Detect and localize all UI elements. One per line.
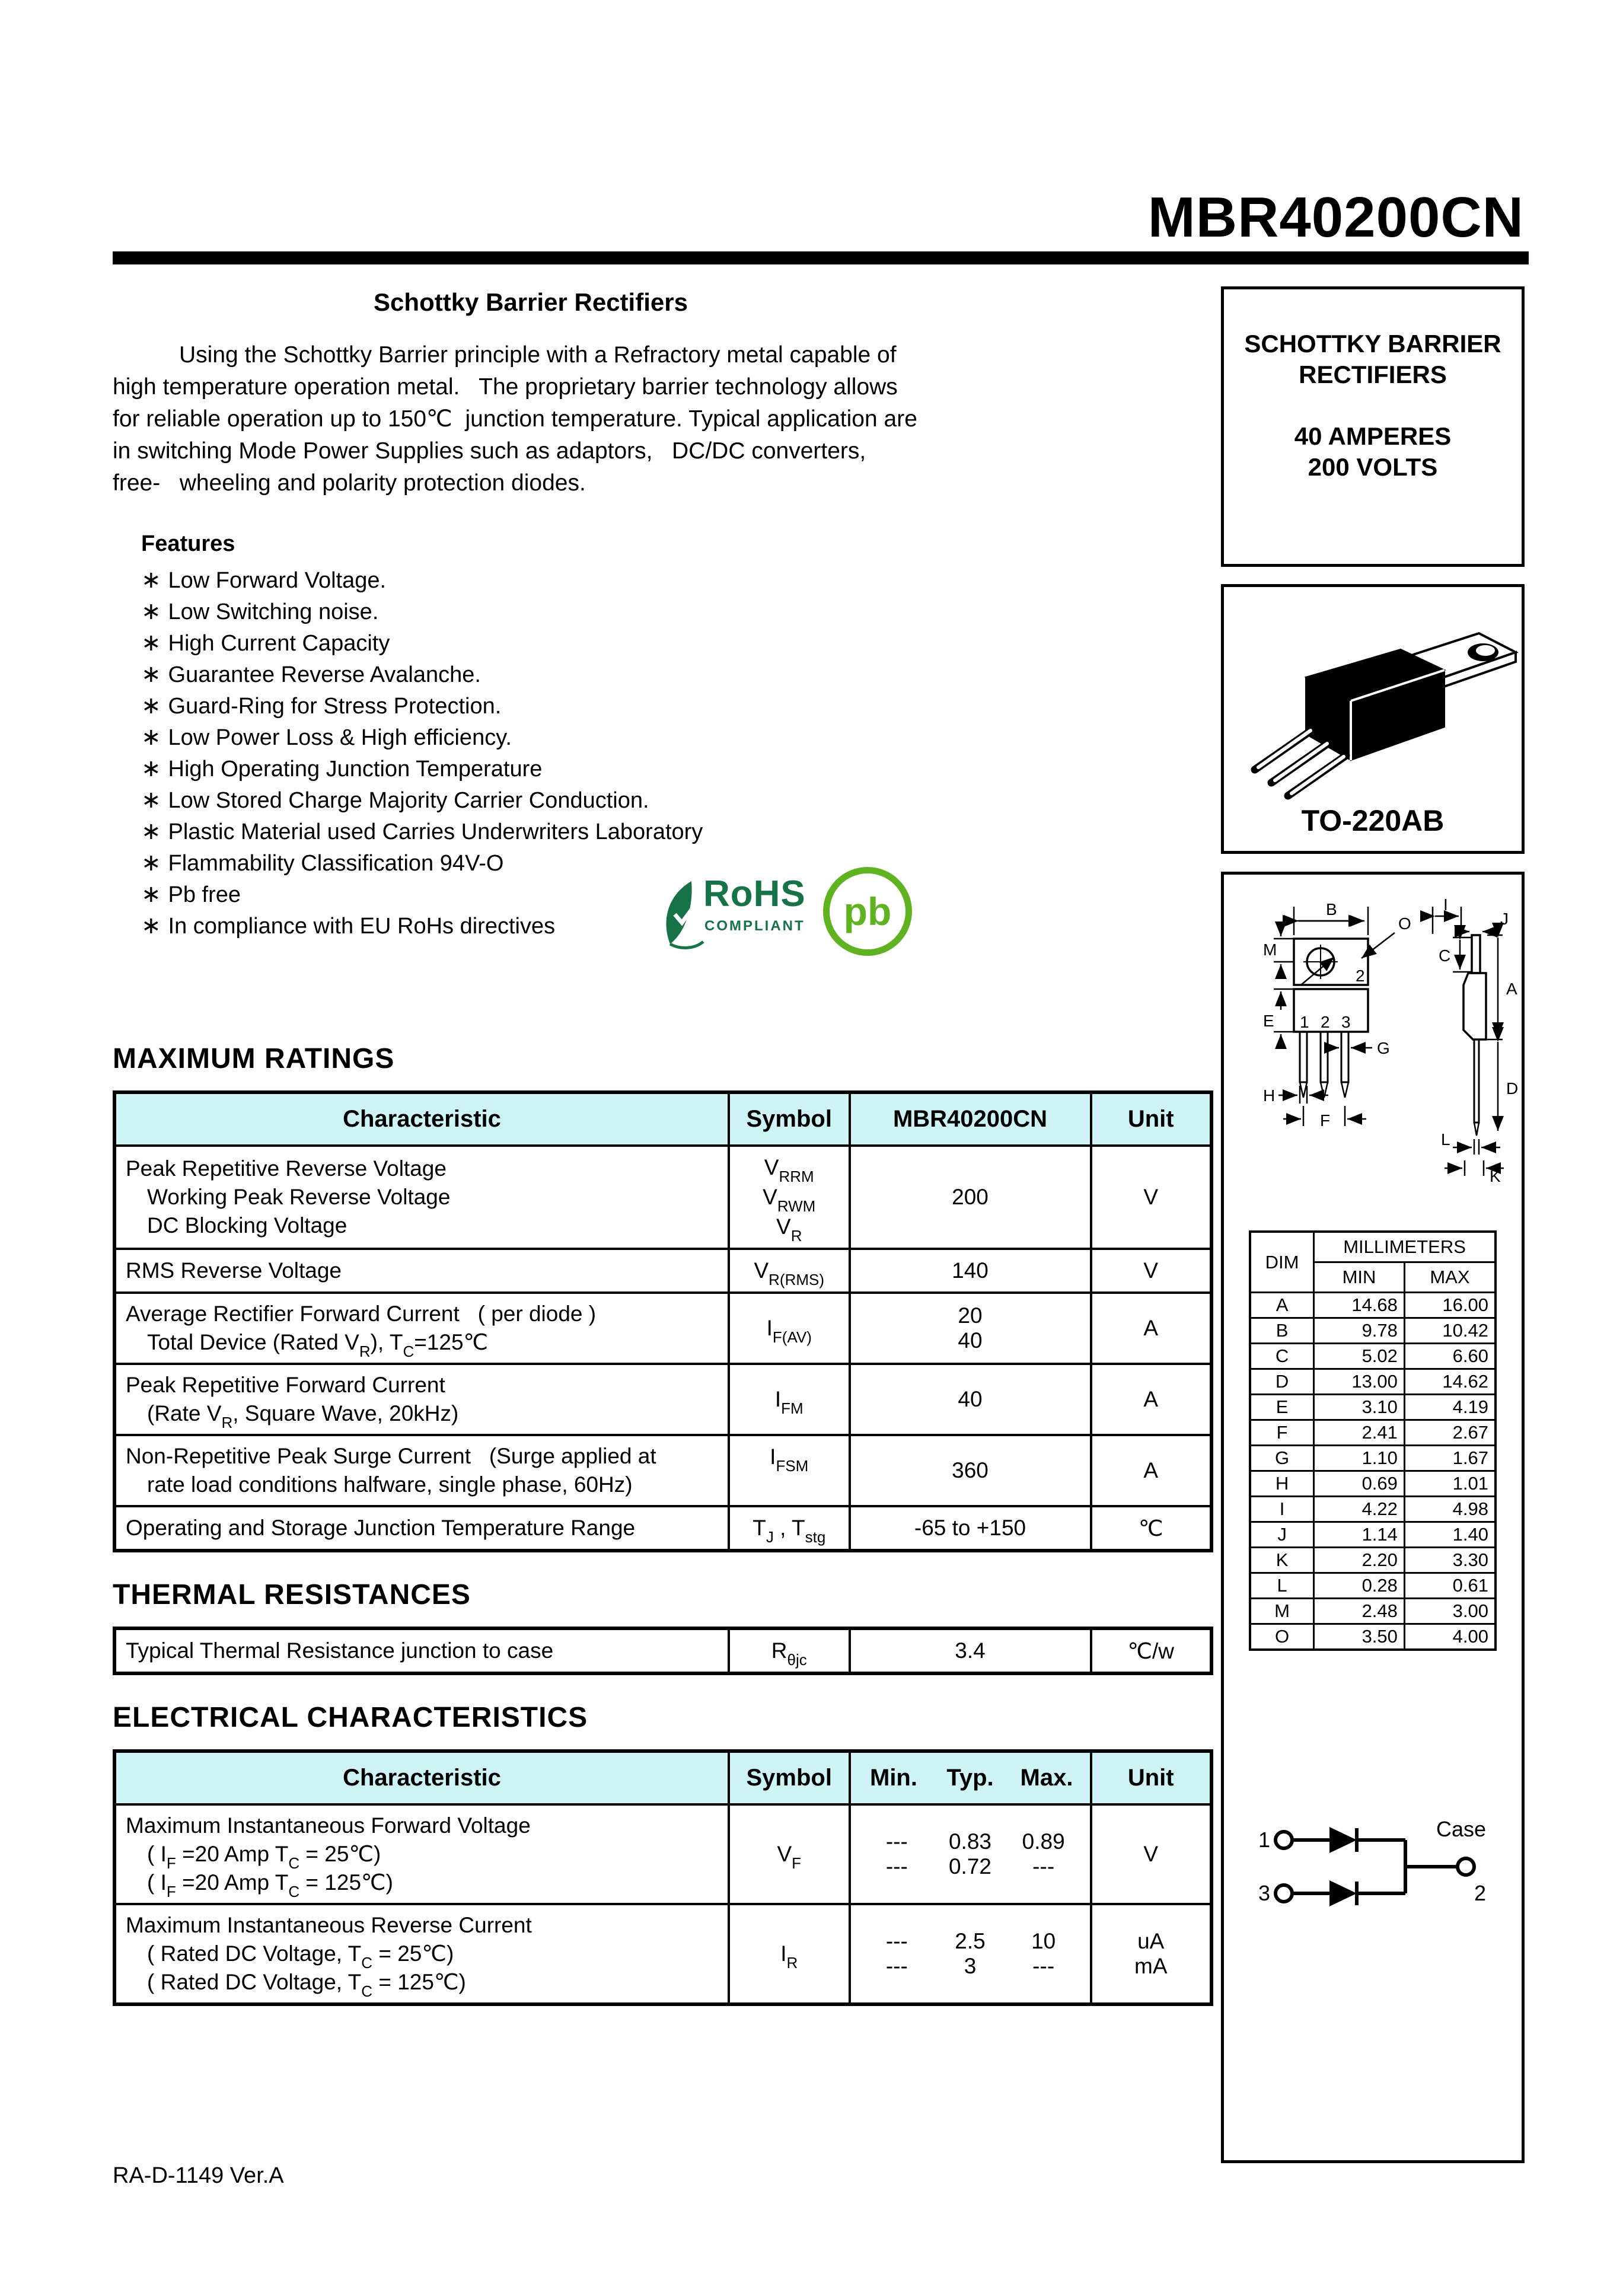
table-row	[114, 1364, 1211, 1435]
dim-label-K: K	[1490, 1167, 1501, 1185]
header-millimeters: MILLIMETERS	[1314, 1232, 1496, 1262]
dimension-table	[1249, 1230, 1497, 1651]
header-unit: Unit	[1091, 1092, 1212, 1146]
feature-text: Guard-Ring for Stress Protection.	[168, 694, 502, 719]
page-title: MBR40200CN	[1147, 186, 1524, 249]
specifications-column	[113, 1042, 1213, 2032]
dim-max: 2.67	[1404, 1420, 1496, 1446]
table-row	[1250, 1522, 1496, 1548]
cell-characteristic	[114, 1249, 729, 1293]
symbol: $I_{F(AV)}$	[766, 1316, 812, 1347]
cell-unit: ℃	[1091, 1506, 1212, 1551]
characteristic-line: Peak Repetitive Reverse Voltage	[126, 1156, 447, 1181]
summary-line: 40 AMPERES	[1294, 422, 1452, 450]
table-row	[1250, 1369, 1496, 1395]
characteristic-line: rate load conditions halfware, single phase, 60Hz)	[147, 1472, 633, 1497]
intro-paragraph	[113, 339, 917, 499]
dim-id: L	[1250, 1573, 1314, 1599]
dim-min: 2.41	[1314, 1420, 1405, 1446]
cell-symbol	[729, 1435, 850, 1506]
package-name-label: TO-220AB	[1301, 804, 1445, 837]
feature-text: Plastic Material used Carries Underwriters Laboratory	[168, 819, 703, 844]
cell-characteristic	[114, 1506, 729, 1551]
unit-line: mA	[1134, 1954, 1168, 1978]
asterisk-bullet-icon: ∗	[141, 755, 161, 782]
asterisk-bullet-icon: ∗	[141, 881, 161, 907]
feature-text: Flammability Classification 94V-O	[168, 851, 504, 876]
cell-value: 360	[850, 1435, 1091, 1506]
feature-item	[141, 692, 703, 723]
feature-item	[141, 786, 703, 818]
asterisk-bullet-icon: ∗	[141, 850, 161, 876]
dim-label-A: A	[1506, 980, 1517, 998]
asterisk-bullet-icon: ∗	[141, 567, 161, 593]
header-characteristic: Characteristic	[114, 1751, 729, 1804]
table-row	[114, 1249, 1211, 1293]
header-max: Max.	[1020, 1765, 1073, 1791]
dim-label-J: J	[1500, 910, 1509, 928]
pin-label-3: 3	[1341, 1013, 1351, 1031]
table-row	[1250, 1548, 1496, 1573]
dim-max: 0.61	[1404, 1573, 1496, 1599]
characteristic-line: RMS Reverse Voltage	[126, 1258, 342, 1283]
feature-text: Low Switching noise.	[168, 599, 379, 624]
value-line: --- 2.5 10	[885, 1929, 1056, 1953]
feature-text: High Current Capacity	[168, 631, 390, 656]
dim-id: J	[1250, 1522, 1314, 1548]
intro-heading: Schottky Barrier Rectifiers	[374, 288, 688, 316]
table-row	[1250, 1497, 1496, 1522]
asterisk-bullet-icon: ∗	[141, 630, 161, 656]
symbol: $T_J$ , $T_{stg}$	[752, 1516, 826, 1546]
characteristic-line: (Rate $V_R$, Square Wave, 20kHz)	[147, 1401, 459, 1432]
asterisk-bullet-icon: ∗	[141, 693, 161, 719]
table-row	[114, 1628, 1211, 1673]
table-row	[1250, 1293, 1496, 1318]
asterisk-bullet-icon: ∗	[141, 787, 161, 813]
feature-text: Low Stored Charge Majority Carrier Conduction.	[168, 788, 649, 813]
cell-characteristic	[114, 1293, 729, 1364]
feature-text: Low Forward Voltage.	[168, 568, 387, 593]
dim-id: F	[1250, 1420, 1314, 1446]
dim-min: 3.10	[1314, 1395, 1405, 1420]
rohs-compliant-logo	[657, 873, 829, 968]
cell-symbol	[729, 1249, 850, 1293]
circuit-pin-3: 3	[1258, 1881, 1271, 1905]
table-header-row	[1250, 1232, 1496, 1262]
electrical-characteristics-heading: ELECTRICAL CHARACTERISTICS	[113, 1702, 588, 1733]
cell-characteristic	[114, 1146, 729, 1249]
cell-value: -65 to +150	[850, 1506, 1091, 1551]
cell-symbol	[729, 1904, 850, 2004]
characteristic-line: Peak Repetitive Forward Current	[126, 1373, 445, 1397]
dim-id: B	[1250, 1318, 1314, 1344]
characteristic-line: Maximum Instantaneous Forward Voltage	[126, 1813, 531, 1838]
leaf-icon	[657, 878, 704, 955]
paragraph-line: for reliable operation up to 150℃ junction temperature. Typical application are	[113, 406, 917, 432]
dim-label-C: C	[1439, 946, 1451, 965]
value-line: --- 3 ---	[885, 1954, 1055, 1978]
dim-min: 1.14	[1314, 1522, 1405, 1548]
table-row	[114, 1435, 1211, 1506]
characteristic-line: ( Rated DC Voltage, $T_C$ = 25℃)	[147, 1941, 454, 1972]
summary-box	[1221, 286, 1525, 567]
dim-min: 4.22	[1314, 1497, 1405, 1522]
cell-value: 200	[850, 1146, 1091, 1249]
cell-unit: ℃/w	[1091, 1628, 1212, 1673]
header-min-typ-max	[850, 1751, 1091, 1804]
circuit-pin-1: 1	[1258, 1828, 1271, 1852]
pin-label-2: 2	[1321, 1013, 1330, 1031]
dim-min: 0.28	[1314, 1573, 1405, 1599]
rohs-compliant-text: COMPLIANT	[704, 918, 805, 934]
cell-symbol	[729, 1293, 850, 1364]
summary-line: RECTIFIERS	[1299, 361, 1447, 388]
feature-item	[141, 629, 703, 661]
cell-symbol	[729, 1506, 850, 1551]
dim-id: C	[1250, 1344, 1314, 1369]
dim-max: 1.67	[1404, 1446, 1496, 1471]
feature-text: Guarantee Reverse Avalanche.	[168, 662, 481, 687]
feature-item	[141, 598, 703, 629]
feature-item	[141, 849, 703, 881]
paragraph-line: in switching Mode Power Supplies such as adaptors, DC/DC converters,	[113, 438, 866, 464]
characteristic-line: Total Device (Rated $V_R$), $T_C=125℃$	[147, 1330, 489, 1361]
dim-label-H: H	[1263, 1086, 1276, 1105]
symbol: $V_{RRM}$	[764, 1155, 814, 1186]
feature-item	[141, 755, 703, 786]
package-box	[1221, 584, 1525, 854]
characteristic-line: DC Blocking Voltage	[147, 1213, 347, 1238]
cell-unit: V	[1091, 1146, 1212, 1249]
pb-text: pb	[843, 889, 892, 933]
dim-id: O	[1250, 1624, 1314, 1650]
table-row	[1250, 1446, 1496, 1471]
characteristic-line: ( Rated DC Voltage, $T_C$ = 125℃)	[147, 1970, 466, 2001]
cell-value: 3.4	[850, 1628, 1091, 1673]
cell-characteristic	[114, 1364, 729, 1435]
dim-max: 10.42	[1404, 1318, 1496, 1344]
summary-line: 200 VOLTS	[1308, 453, 1438, 481]
paragraph-line: high temperature operation metal. The proprietary barrier technology allows	[113, 374, 898, 400]
thermal-resistances-table	[113, 1627, 1213, 1675]
dim-id: D	[1250, 1369, 1314, 1395]
feature-text: High Operating Junction Temperature	[168, 757, 543, 782]
cell-value	[850, 1293, 1091, 1364]
header-part-value: MBR40200CN	[850, 1092, 1091, 1146]
table-header-row	[114, 1751, 1211, 1804]
dim-max: 4.00	[1404, 1624, 1496, 1650]
cell-symbol	[729, 1364, 850, 1435]
cell-unit	[1091, 1904, 1212, 2004]
dim-max: 4.19	[1404, 1395, 1496, 1420]
feature-item	[141, 912, 703, 943]
paragraph-line: free- wheeling and polarity protection diodes.	[113, 470, 586, 496]
dim-label-L: L	[1441, 1130, 1450, 1149]
table-row	[1250, 1420, 1496, 1446]
dim-max: 4.98	[1404, 1497, 1496, 1522]
features-heading: Features	[141, 531, 235, 556]
cell-min-typ-max	[850, 1904, 1091, 2004]
table-row	[114, 1904, 1211, 2004]
title-divider-bar	[113, 251, 1529, 264]
characteristic-line: ( $I_F =20$ Amp $T_C$ = 25℃)	[147, 1842, 381, 1873]
table-row	[114, 1804, 1211, 1904]
dim-label-F: F	[1320, 1111, 1331, 1130]
dim-min: 2.48	[1314, 1599, 1405, 1624]
dim-max: 16.00	[1404, 1293, 1496, 1318]
table-header-row	[114, 1092, 1211, 1146]
dim-id: H	[1250, 1471, 1314, 1497]
header-unit: Unit	[1091, 1751, 1212, 1804]
cell-unit: A	[1091, 1293, 1212, 1364]
cell-min-typ-max	[850, 1804, 1091, 1904]
unit-line: uA	[1137, 1929, 1165, 1953]
symbol: $I_{FM}$	[774, 1387, 803, 1418]
dim-label-E: E	[1263, 1012, 1274, 1030]
dim-label-G: G	[1377, 1039, 1390, 1057]
header-dim: DIM	[1250, 1232, 1314, 1293]
cell-unit: V	[1091, 1249, 1212, 1293]
value-line: --- 0.72 ---	[885, 1854, 1055, 1879]
symbol: $V_{R(RMS)}$	[754, 1258, 825, 1289]
feature-item	[141, 881, 703, 912]
dim-id: I	[1250, 1497, 1314, 1522]
dim-max: 1.40	[1404, 1522, 1496, 1548]
characteristic-line: Maximum Instantaneous Reverse Current	[126, 1913, 532, 1937]
dim-min: 3.50	[1314, 1624, 1405, 1650]
maximum-ratings-heading: MAXIMUM RATINGS	[113, 1043, 395, 1074]
cell-value: 140	[850, 1249, 1091, 1293]
cell-characteristic	[114, 1904, 729, 2004]
dimensions-box	[1221, 872, 1525, 2163]
characteristic-line: Working Peak Reverse Voltage	[147, 1185, 451, 1209]
asterisk-bullet-icon: ∗	[141, 724, 161, 750]
symbol: $I_{FSM}$	[770, 1444, 809, 1475]
table-row	[1250, 1344, 1496, 1369]
to-220-package-image	[1224, 593, 1522, 806]
cell-unit: A	[1091, 1435, 1212, 1506]
dim-label-O: O	[1398, 914, 1411, 933]
table-row	[1250, 1471, 1496, 1497]
dim-max: 1.01	[1404, 1471, 1496, 1497]
dim-id: A	[1250, 1293, 1314, 1318]
dim-max: 14.62	[1404, 1369, 1496, 1395]
circuit-case-label: Case	[1436, 1817, 1487, 1841]
feature-text: Low Power Loss & High efficiency.	[168, 725, 512, 750]
header-symbol: Symbol	[729, 1751, 850, 1804]
value-line: --- 0.83 0.89	[885, 1829, 1065, 1854]
header-min: MIN	[1314, 1262, 1405, 1293]
table-row	[114, 1146, 1211, 1249]
asterisk-bullet-icon: ∗	[141, 818, 161, 844]
characteristic-line: Non-Repetitive Peak Surge Current (Surge applied at	[126, 1444, 656, 1468]
cell-symbol	[729, 1804, 850, 1904]
cell-characteristic	[114, 1628, 729, 1673]
asterisk-bullet-icon: ∗	[141, 661, 161, 687]
dim-min: 5.02	[1314, 1344, 1405, 1369]
header-min: Min.	[870, 1765, 917, 1791]
feature-item	[141, 566, 703, 598]
document-revision: RA-D-1149 Ver.A	[113, 2163, 284, 2188]
dim-id: K	[1250, 1548, 1314, 1573]
table-row	[1250, 1573, 1496, 1599]
header-max: MAX	[1404, 1262, 1496, 1293]
cell-characteristic	[114, 1435, 729, 1506]
cell-value: 40	[850, 1364, 1091, 1435]
dim-min: 2.20	[1314, 1548, 1405, 1573]
feature-item	[141, 723, 703, 755]
dim-max: 3.00	[1404, 1599, 1496, 1624]
header-symbol: Symbol	[729, 1092, 850, 1146]
dim-label-I: I	[1443, 898, 1448, 914]
table-row	[114, 1293, 1211, 1364]
dim-label-B: B	[1326, 900, 1337, 919]
header-typ: Typ.	[946, 1765, 994, 1791]
dim-label-D: D	[1506, 1079, 1519, 1098]
dim-min: 14.68	[1314, 1293, 1405, 1318]
pb-free-logo	[823, 867, 912, 956]
dim-min: 13.00	[1314, 1369, 1405, 1395]
symbol: $R_{\theta jc}$	[771, 1638, 807, 1669]
table-row	[1250, 1318, 1496, 1344]
dim-label-M: M	[1263, 940, 1277, 959]
asterisk-bullet-icon: ∗	[141, 913, 161, 939]
electrical-characteristics-table	[113, 1749, 1213, 2006]
rohs-text: RoHS	[703, 873, 806, 914]
internal-circuit-diagram	[1227, 1800, 1524, 1936]
symbol: $I_R$	[780, 1941, 798, 1972]
dim-id: G	[1250, 1446, 1314, 1471]
value-line: 20	[958, 1303, 983, 1328]
characteristic-line: Average Rectifier Forward Current ( per diode )	[126, 1302, 597, 1326]
summary-line: SCHOTTKY BARRIER	[1244, 330, 1501, 358]
feature-item	[141, 661, 703, 692]
header-characteristic: Characteristic	[114, 1092, 729, 1146]
characteristic-line: Typical Thermal Resistance junction to case	[126, 1638, 554, 1663]
symbol: $V_R$	[776, 1214, 802, 1245]
cell-unit: V	[1091, 1804, 1212, 1904]
dim-id: E	[1250, 1395, 1314, 1420]
thermal-resistances-heading: THERMAL RESISTANCES	[113, 1579, 471, 1611]
cell-symbol	[729, 1628, 850, 1673]
cell-symbol	[729, 1146, 850, 1249]
asterisk-bullet-icon: ∗	[141, 598, 161, 624]
symbol: $V_{RWM}$	[763, 1185, 816, 1216]
dim-min: 0.69	[1314, 1471, 1405, 1497]
table-row	[1250, 1599, 1496, 1624]
features-section	[141, 531, 703, 943]
pin-label-2-front: 2	[1356, 967, 1365, 985]
characteristic-line: Operating and Storage Junction Temperature Range	[126, 1516, 636, 1540]
maximum-ratings-table	[113, 1090, 1213, 1552]
table-row	[1250, 1395, 1496, 1420]
dimension-table-wrap	[1249, 1230, 1497, 1651]
value-line: 40	[958, 1328, 983, 1353]
dim-max: 6.60	[1404, 1344, 1496, 1369]
table-row	[1250, 1624, 1496, 1650]
cell-characteristic	[114, 1804, 729, 1904]
cell-unit: A	[1091, 1364, 1212, 1435]
dim-min: 1.10	[1314, 1446, 1405, 1471]
dim-max: 3.30	[1404, 1548, 1496, 1573]
dim-id: M	[1250, 1599, 1314, 1624]
circuit-pin-2: 2	[1474, 1881, 1487, 1905]
symbol: $V_F$	[777, 1842, 802, 1873]
dim-min: 9.78	[1314, 1318, 1405, 1344]
paragraph-line: Using the Schottky Barrier principle with a Refractory metal capable of	[179, 342, 897, 368]
package-dimension-drawing	[1224, 898, 1522, 1219]
characteristic-line: ( $I_F =20$ Amp $T_C$ = 125℃)	[147, 1870, 393, 1901]
feature-text: In compliance with EU RoHs directives	[168, 914, 556, 939]
feature-text: Pb free	[168, 882, 241, 907]
feature-item	[141, 818, 703, 849]
pin-label-1: 1	[1300, 1013, 1309, 1031]
table-row	[114, 1506, 1211, 1551]
